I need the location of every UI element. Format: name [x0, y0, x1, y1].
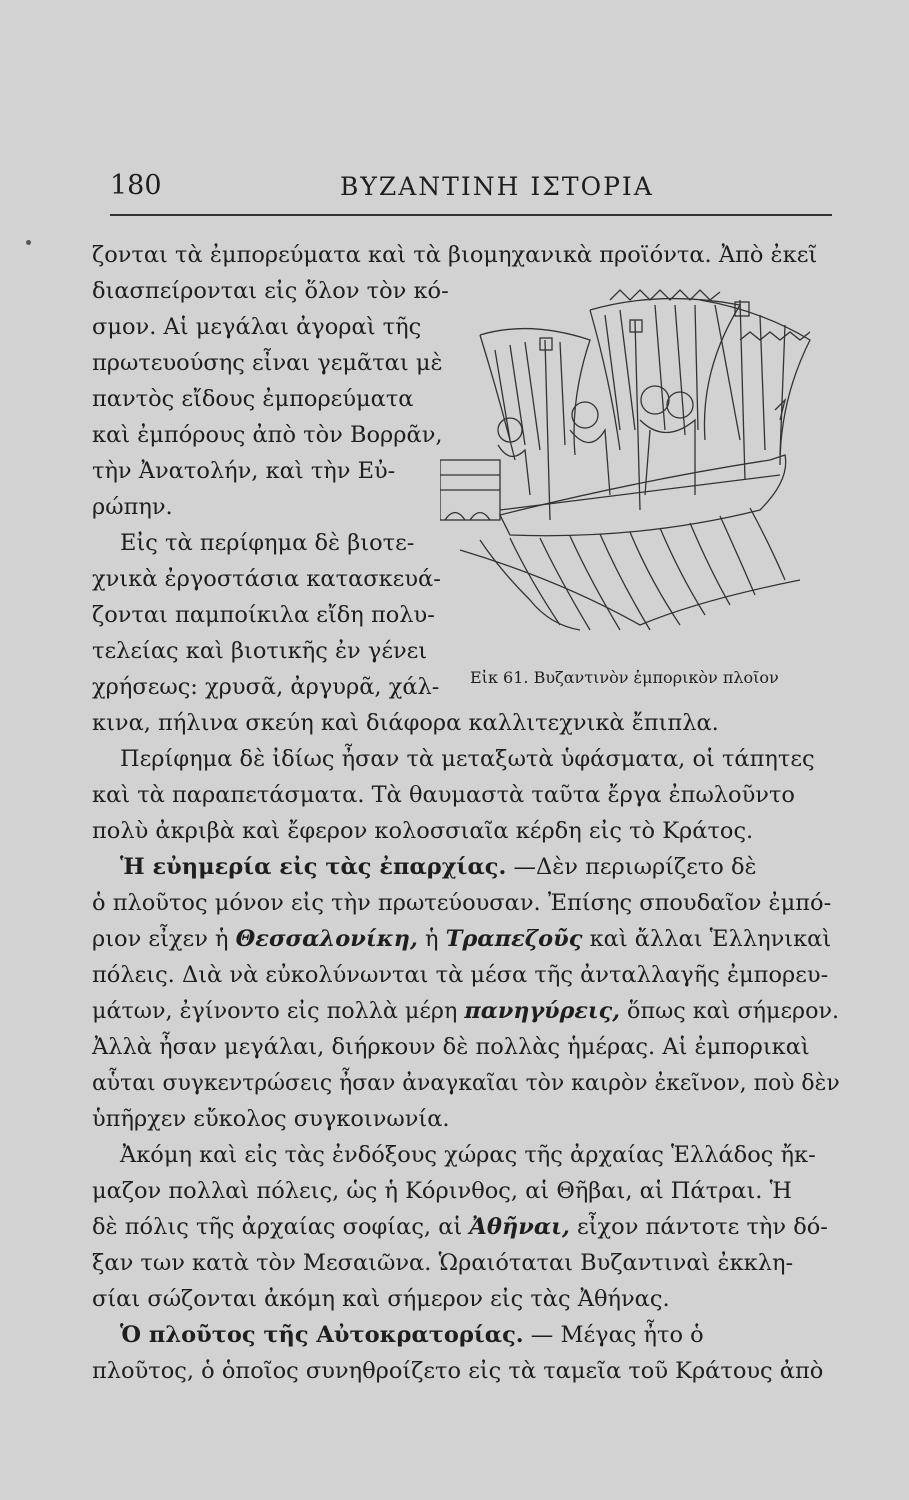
section-heading: Ἡ εὐημερία εἰς τὰς ἐπαρχίας. [120, 854, 507, 880]
text-line: ρώπην. [92, 494, 173, 520]
text-run: ὅπως καὶ σήμερον. [627, 998, 840, 1024]
text-line [92, 1000, 839, 1023]
text-run: μάτων, ἐγίνοντο εἰς πολλὰ μέρη [92, 998, 458, 1024]
text-line: ζονται παμποίκιλα εἴδη πολυ- [92, 602, 435, 628]
text-line: χρήσεως: χρυσᾶ, ἀργυρᾶ, χάλ- [92, 674, 440, 700]
text-run: εἶχον πάντοτε τὴν δό- [577, 1214, 828, 1240]
figure-caption: Εἰκ 61. Βυζαντινὸν ἐμπορικὸν πλοῖον [470, 668, 779, 687]
text-line: τὴν Ἀνατολήν, καὶ τὴν Εὐ- [92, 458, 396, 484]
emphasis-term: πανηγύρεις, [464, 998, 620, 1024]
text-run: δὲ πόλις τῆς ἀρχαίας σοφίας, αἱ [92, 1214, 463, 1240]
emphasis-city: Ἀθῆναι, [469, 1214, 570, 1240]
ship-illustration [440, 280, 830, 660]
text-line: Ἀλλὰ ἦσαν μεγάλαι, διήρκουν δὲ πολλὰς ἡμέρας. Αἱ ἐμπορικαὶ [92, 1034, 810, 1060]
ink-speck [26, 240, 31, 245]
text-line: τελείας καὶ βιοτικῆς ἐν γένει [92, 638, 428, 664]
text-line: ὁ πλοῦτος μόνον εἰς τὴν πρωτεύουσαν. Ἐπίσης σπουδαῖον ἐμπό- [92, 890, 832, 916]
text-line: ξαν των κατὰ τὸν Μεσαιῶνα. Ὡραιόταται Βυζαντιναὶ ἐκκλη- [92, 1250, 794, 1276]
section-heading-line [120, 856, 757, 879]
text-line: πρωτευούσης εἶναι γεμᾶται μὲ [92, 350, 443, 376]
running-title: ΒΥΖΑΝΤΙΝΗ ΙΣΤΟΡΙΑ [340, 172, 654, 201]
text-run: καὶ ἄλλαι Ἑλληνικαὶ [589, 926, 832, 952]
header-rule [110, 214, 832, 216]
text-line: παντὸς εἴδους ἐμπορεύματα [92, 386, 414, 412]
text-line: καὶ τὰ παραπετάσματα. Τὰ θαυμαστὰ ταῦτα ἔργα ἐπωλοῦντο [92, 782, 795, 808]
text-line: Ἀκόμη καὶ εἰς τὰς ἐνδόξους χώρας τῆς ἀρχαίας Ἑλλάδος ἤκ- [120, 1142, 816, 1168]
section-heading-line [120, 1324, 704, 1347]
text-run: — Μέγας ἦτο ὁ [530, 1322, 704, 1348]
page-number: 180 [110, 170, 162, 201]
text-line: σίαι σώζονται ἀκόμη καὶ σήμερον εἰς τὰς Ἀθήνας. [92, 1286, 670, 1312]
text-line: σμον. Αἱ μεγάλαι ἀγοραὶ τῆς [92, 314, 422, 340]
text-line: αὗται συγκεντρώσεις ἦσαν ἀναγκαῖαι τὸν καιρὸν ἐκεῖνον, ποὺ δὲν [92, 1070, 840, 1096]
text-line: διασπείρονται εἰς ὅλον τὸν κό- [92, 278, 449, 304]
text-run: ριον εἶχεν ἡ [92, 926, 229, 952]
text-line: ὑπῆρχεν εὔκολος συγκοινωνία. [92, 1106, 450, 1132]
text-line: Εἰς τὰ περίφημα δὲ βιοτε- [120, 530, 415, 556]
text-line: πολὺ ἀκριβὰ καὶ ἔφερον κολοσσιαῖα κέρδη εἰς τὸ Κράτος. [92, 818, 754, 844]
text-line: μαζον πολλαὶ πόλεις, ὡς ἡ Κόρινθος, αἱ Θῆβαι, αἱ Πάτραι. Ἡ [92, 1178, 792, 1204]
text-line: πόλεις. Διὰ νὰ εὐκολύνωνται τὰ μέσα τῆς ἀνταλλαγῆς ἐμπορευ- [92, 962, 829, 988]
text-line: καὶ ἐμπόρους ἀπὸ τὸν Βορρᾶν, [92, 422, 443, 448]
text-line: Περίφημα δὲ ἰδίως ἦσαν τὰ μεταξωτὰ ὑφάσματα, οἱ τάπητες [120, 746, 815, 772]
text-run: —Δὲν περιωρίζετο δὲ [513, 854, 757, 880]
text-line [92, 928, 831, 951]
emphasis-city: Θεσσαλονίκη, [235, 926, 418, 952]
text-line: χνικὰ ἐργοστάσια κατασκευά- [92, 566, 441, 592]
emphasis-city: Τραπεζοῦς [445, 926, 583, 952]
text-line: πλοῦτος, ὁ ὁποῖος συνηθροίζετο εἰς τὰ ταμεῖα τοῦ Κράτους ἀπὸ [92, 1358, 824, 1384]
section-heading: Ὁ πλοῦτος τῆς Αὐτοκρατορίας. [120, 1322, 524, 1348]
text-run: ἡ [424, 926, 439, 952]
text-line: κινα, πήλινα σκεύη καὶ διάφορα καλλιτεχνικὰ ἔπιπλα. [92, 710, 719, 736]
text-line [92, 1216, 828, 1239]
text-line: ζονται τὰ ἐμπορεύματα καὶ τὰ βιομηχανικὰ προϊόντα. Ἀπὸ ἐκεῖ [92, 242, 818, 268]
